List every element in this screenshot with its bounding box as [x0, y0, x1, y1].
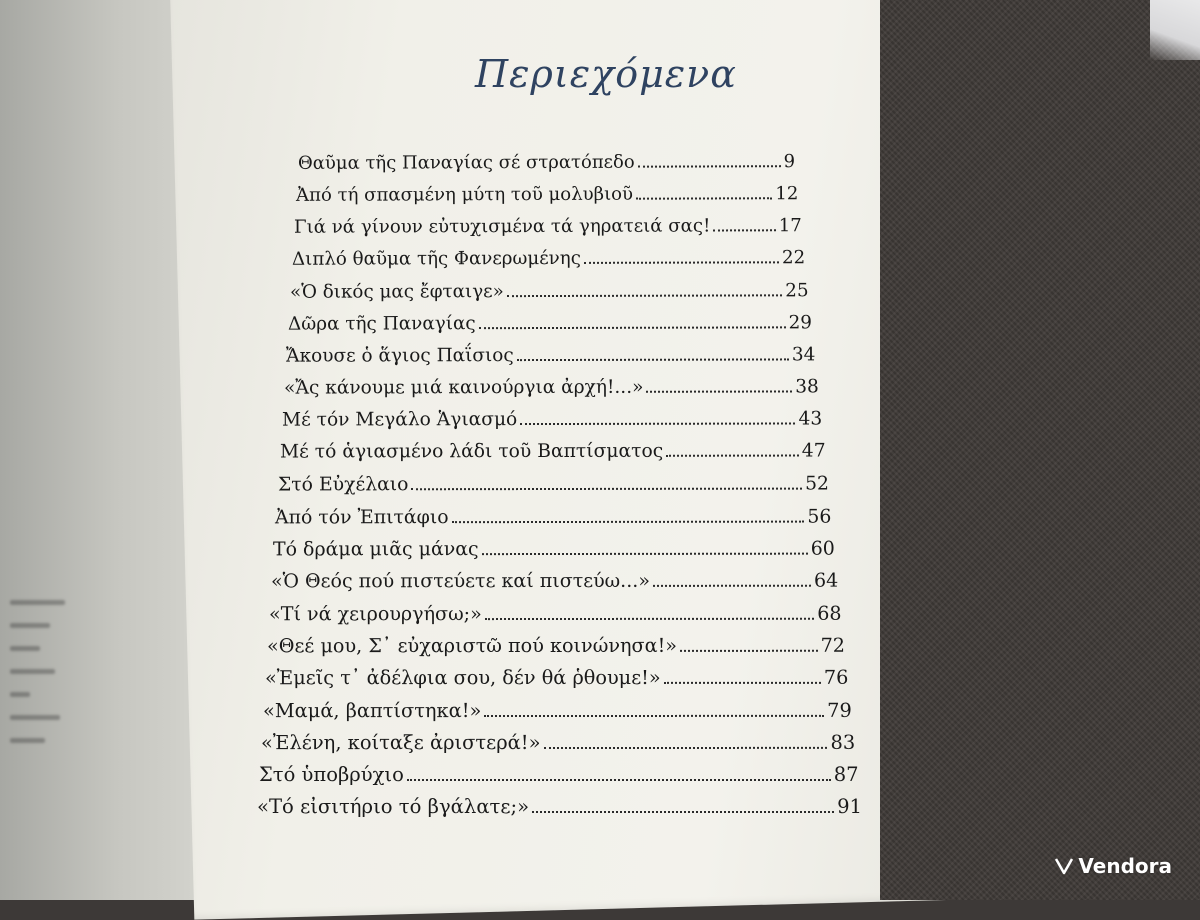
toc-entry-page: 72	[820, 633, 846, 658]
toc-entry-title: Στό ὑποβρύχιο	[259, 762, 404, 786]
toc-entry-page: 68	[817, 601, 842, 625]
toc-entry	[273, 537, 835, 560]
toc-entry-leader	[544, 747, 828, 749]
toc-entry-leader	[482, 552, 808, 554]
toc-entry-leader	[680, 650, 818, 652]
toc-entry	[267, 634, 845, 658]
toc-entry-title: «Θεέ μου, Σ᾽ εὐχαριστῶ πού κοινώνησα!»	[267, 634, 678, 658]
toc-entry-leader	[638, 165, 781, 167]
toc-entry	[292, 248, 805, 271]
toc-entry	[296, 183, 798, 206]
toc-entry-leader	[653, 585, 811, 587]
toc-entry-leader	[507, 294, 782, 297]
toc-entry-title: «Τί νά χειρουργήσω;»	[269, 602, 483, 626]
toc-heading: Περιεχόμενα	[475, 52, 737, 96]
toc-entry-page: 12	[775, 183, 799, 205]
toc-entry-title: Ἄκουσε ὁ ἅγιος Παΐσιος	[285, 344, 514, 367]
toc-entry-page: 43	[798, 408, 822, 430]
toc-entry-leader	[484, 714, 824, 716]
toc-entry	[290, 280, 809, 302]
toc-entry-title: Μέ τό ἁγιασμένο λάδι τοῦ Βαπτίσματος	[279, 441, 663, 463]
toc-entry	[275, 505, 831, 528]
toc-entry-page: 60	[811, 537, 836, 560]
vendora-logo-icon	[1054, 857, 1074, 875]
toc-entry-leader	[646, 391, 792, 393]
toc-entry-page: 56	[807, 505, 832, 528]
toc-entry-leader	[584, 262, 779, 265]
toc-entry-leader	[666, 455, 799, 457]
toc-entry-page: 22	[781, 247, 806, 269]
toc-entry-leader	[407, 779, 831, 781]
toc-entry	[282, 409, 822, 431]
toc-entry-page: 47	[801, 440, 826, 462]
toc-entry-leader	[520, 423, 795, 426]
toc-entry-leader	[485, 618, 814, 620]
toc-entry	[257, 795, 862, 818]
toc-entry-page: 83	[830, 730, 856, 754]
toc-entry-title: «Ἐμεῖς τ᾽ ἀδέλφια σου, δέν θά ῥθουμε!»	[265, 666, 661, 690]
toc-entry	[298, 151, 795, 174]
toc-entry-title: «Ἄς κάνουμε μιά καινούργια ἀρχή!...»	[283, 376, 644, 399]
toc-entry-page: 52	[804, 473, 829, 495]
toc-entry	[284, 376, 819, 398]
toc-entry-leader	[532, 811, 834, 813]
toc-entry-page: 87	[833, 762, 859, 786]
toc-entry-title: «Ἐλένη, κοίταξε ἀριστερά!»	[261, 730, 541, 754]
toc-entry-leader	[713, 230, 775, 232]
toc-entry-leader	[478, 326, 785, 329]
toc-entry	[288, 312, 812, 334]
toc-entry-title: Τό δράμα μιᾶς μάνας	[273, 537, 480, 561]
toc-entry-title: Μέ τόν Μεγάλο Ἁγιασμό	[281, 409, 517, 431]
toc-entry-leader	[411, 487, 802, 490]
toc-entry	[286, 344, 815, 366]
toc-entry-title: «Ὁ Θεός πού πιστεύετε καί πιστεύω...»	[271, 569, 651, 593]
toc-entry	[259, 763, 859, 786]
toc-entry	[265, 666, 848, 689]
toc-entry-title: «Ὁ δικός μας ἔφταιγε»	[289, 280, 504, 303]
toc-entry-page: 9	[783, 151, 796, 173]
toc-entry	[263, 698, 852, 721]
toc-entry-leader	[452, 520, 805, 523]
toc-entry-title: «Τό εἰσιτήριο τό βγάλατε;»	[257, 795, 530, 818]
toc-entry-page: 64	[814, 569, 839, 592]
toc-entry-title: Δῶρα τῆς Παναγίας	[287, 312, 476, 335]
toc-entry-title: Γιά νά γίνουν εὐτυχισμένα τά γηρατειά σας!	[293, 215, 711, 239]
toc-entry-page: 91	[837, 795, 862, 818]
toc-entry-page: 79	[827, 698, 852, 722]
toc-entry-leader	[636, 197, 772, 199]
toc-entry-title: Ἀπό τόν Ἐπιτάφιο	[275, 505, 450, 529]
toc-entry-leader	[664, 682, 821, 684]
toc-entry-page: 29	[788, 312, 812, 334]
toc-entry-page: 17	[778, 215, 802, 237]
toc-entry-page: 76	[824, 666, 849, 690]
toc-entry-leader	[516, 358, 788, 361]
toc-entry	[271, 570, 838, 593]
toc-entry-page: 38	[794, 376, 819, 398]
toc-entry	[277, 473, 828, 495]
toc-entry	[280, 441, 826, 463]
toc-entry-page: 34	[791, 344, 816, 366]
watermark-text: Vendora	[1078, 854, 1172, 878]
toc-entry	[269, 602, 842, 626]
toc-entry-title: Ἀπό τή σπασμένη μύτη τοῦ μολυβιοῦ	[295, 183, 634, 206]
toc-entry	[261, 731, 855, 754]
toc-entry-title: Στό Εὐχέλαιο	[277, 473, 408, 495]
toc-entry-page: 25	[785, 279, 809, 301]
toc-entry-title: Θαῦμα τῆς Παναγίας σέ στρατόπεδο	[297, 151, 635, 174]
toc-entry-title: Διπλό θαῦμα τῆς Φανερωμένης	[291, 248, 581, 271]
toc-entry-title: «Μαμά, βαπτίστηκα!»	[263, 698, 482, 722]
watermark	[1054, 854, 1172, 878]
toc-entry	[294, 215, 802, 238]
